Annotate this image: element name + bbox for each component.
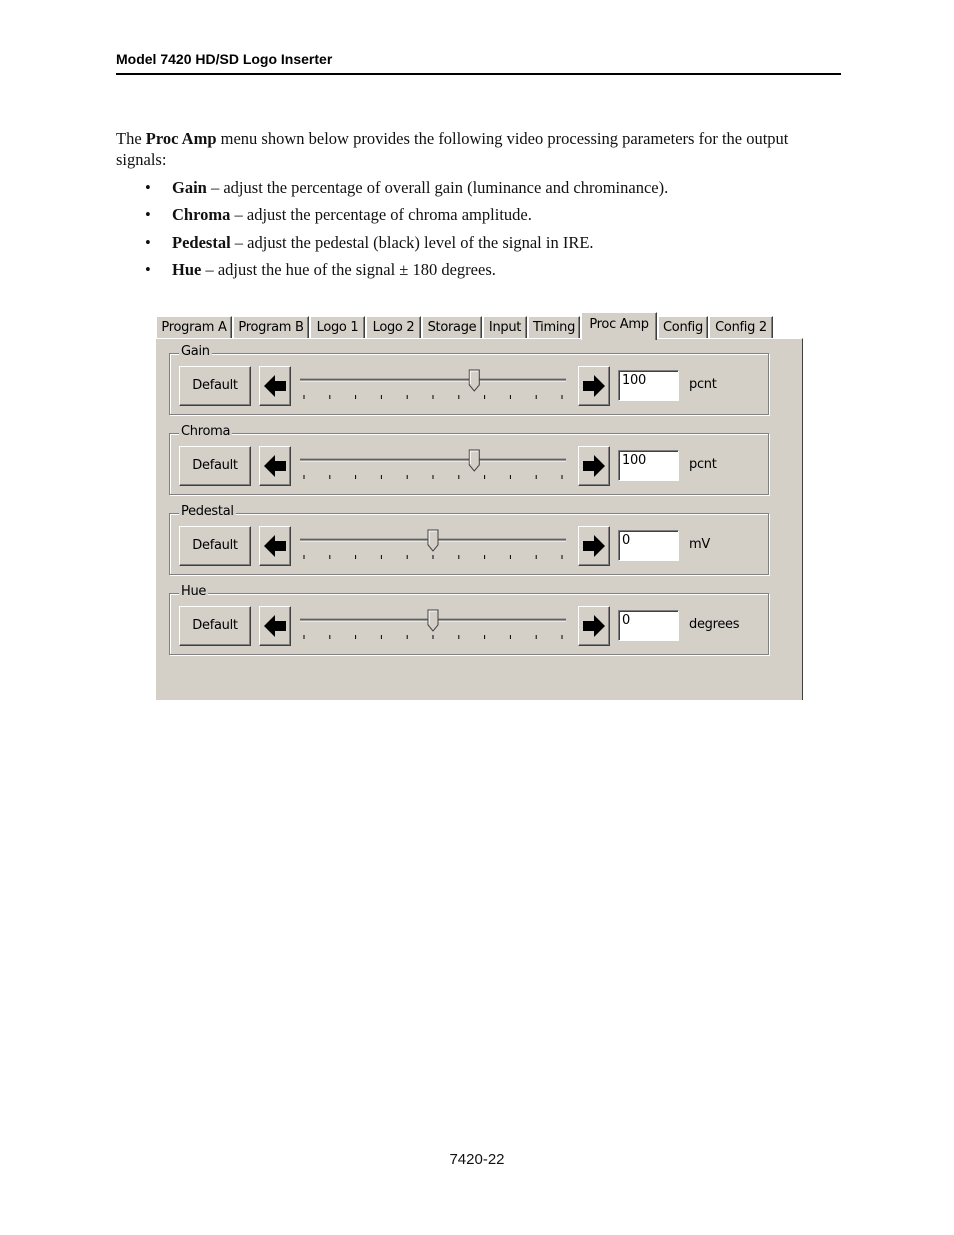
list-item bbox=[145, 233, 845, 260]
slider-ticks bbox=[304, 475, 562, 479]
hue-decrease-button[interactable] bbox=[259, 606, 291, 646]
left-arrow-icon bbox=[262, 373, 288, 399]
list-item bbox=[145, 178, 845, 205]
slider-thumb-icon[interactable] bbox=[428, 530, 438, 551]
gain-increase-button[interactable] bbox=[578, 366, 610, 406]
hue-unit-label: degrees bbox=[689, 617, 740, 632]
pedestal-unit-label: mV bbox=[689, 537, 710, 552]
pedestal-slider[interactable] bbox=[298, 528, 570, 564]
pedestal-value-input[interactable]: 0 bbox=[618, 530, 679, 561]
gain-unit-label: pcnt bbox=[689, 377, 717, 392]
slider-track bbox=[300, 379, 566, 381]
tab-config[interactable]: Config bbox=[658, 316, 708, 338]
tab-logo-1[interactable]: Logo 1 bbox=[310, 316, 365, 338]
tab-program-b[interactable]: Program B bbox=[233, 316, 309, 338]
tab-logo-2[interactable]: Logo 2 bbox=[366, 316, 421, 338]
gain-group-label: Gain bbox=[181, 344, 210, 359]
intro-paragraph bbox=[116, 128, 841, 170]
hue-value-input[interactable]: 0 bbox=[618, 610, 679, 641]
gain-slider[interactable] bbox=[298, 368, 570, 404]
hue-group-label: Hue bbox=[181, 584, 207, 599]
pedestal-group bbox=[169, 504, 769, 575]
slider-track bbox=[300, 459, 566, 461]
bullet-icon: • bbox=[145, 259, 151, 279]
tab-program-a[interactable]: Program A bbox=[156, 316, 232, 338]
slider-thumb-icon[interactable] bbox=[469, 450, 479, 471]
chroma-value-input[interactable]: 100 bbox=[618, 450, 679, 481]
tab-config-2[interactable]: Config 2 bbox=[709, 316, 773, 338]
chroma-group-label: Chroma bbox=[181, 424, 231, 439]
left-arrow-icon bbox=[262, 613, 288, 639]
chroma-increase-button[interactable] bbox=[578, 446, 610, 486]
parameter-list bbox=[145, 178, 845, 287]
pedestal-decrease-button[interactable] bbox=[259, 526, 291, 566]
right-arrow-icon bbox=[581, 373, 607, 399]
gain-value-input[interactable]: 100 bbox=[618, 370, 679, 401]
gain-default-button[interactable]: Default bbox=[179, 366, 251, 406]
gain-decrease-button[interactable] bbox=[259, 366, 291, 406]
slider-ticks bbox=[304, 555, 562, 559]
chroma-decrease-button[interactable] bbox=[259, 446, 291, 486]
slider-ticks bbox=[304, 635, 562, 639]
gain-group bbox=[169, 344, 769, 415]
intro-menu-name: Proc Amp bbox=[145, 129, 217, 148]
right-arrow-icon bbox=[581, 453, 607, 479]
tab-proc-amp[interactable]: Proc Amp bbox=[581, 312, 657, 340]
hue-slider[interactable] bbox=[298, 608, 570, 644]
intro-suffix: menu shown below provides the following video processing parameters for the output signals: bbox=[116, 129, 789, 169]
list-item-term: Gain bbox=[172, 178, 207, 197]
left-arrow-icon bbox=[262, 453, 288, 479]
bullet-icon: • bbox=[145, 232, 151, 252]
list-item-text: – adjust the percentage of chroma amplitude. bbox=[230, 205, 532, 225]
chroma-slider[interactable] bbox=[298, 448, 570, 484]
document-header-title: Model 7420 HD/SD Logo Inserter bbox=[116, 51, 333, 67]
tab-panel bbox=[155, 338, 803, 700]
list-item-text: – adjust the hue of the signal ± 180 degrees. bbox=[201, 259, 496, 279]
list-item bbox=[145, 205, 845, 232]
bullet-icon: • bbox=[145, 205, 151, 225]
list-item-text: – adjust the pedestal (black) level of the signal in IRE. bbox=[230, 232, 594, 252]
page-number: 7420-22 bbox=[449, 1151, 505, 1168]
chroma-unit-label: pcnt bbox=[689, 457, 717, 472]
list-item-text: – adjust the percentage of overall gain (luminance and chrominance). bbox=[206, 178, 669, 197]
intro-prefix: The bbox=[116, 129, 146, 148]
left-arrow-icon bbox=[262, 533, 288, 559]
right-arrow-icon bbox=[581, 613, 607, 639]
list-item bbox=[145, 260, 845, 287]
pedestal-default-button[interactable]: Default bbox=[179, 526, 251, 566]
tab-input[interactable]: Input bbox=[483, 316, 527, 338]
chroma-default-button[interactable]: Default bbox=[179, 446, 251, 486]
right-arrow-icon bbox=[581, 533, 607, 559]
list-item-term: Hue bbox=[172, 259, 202, 279]
list-item-term: Chroma bbox=[172, 205, 231, 225]
slider-thumb-icon[interactable] bbox=[469, 370, 479, 391]
pedestal-group-label: Pedestal bbox=[181, 504, 234, 519]
tab-strip bbox=[155, 312, 803, 340]
slider-ticks bbox=[304, 395, 562, 399]
proc-amp-dialog bbox=[155, 312, 803, 700]
list-item-term: Pedestal bbox=[172, 232, 231, 252]
tab-timing[interactable]: Timing bbox=[528, 316, 580, 338]
pedestal-increase-button[interactable] bbox=[578, 526, 610, 566]
hue-group bbox=[169, 584, 769, 655]
hue-increase-button[interactable] bbox=[578, 606, 610, 646]
bullet-icon: • bbox=[145, 178, 151, 197]
chroma-group bbox=[169, 424, 769, 495]
header-rule bbox=[116, 73, 841, 75]
slider-thumb-icon[interactable] bbox=[428, 610, 438, 631]
tab-storage[interactable]: Storage bbox=[422, 316, 482, 338]
hue-default-button[interactable]: Default bbox=[179, 606, 251, 646]
